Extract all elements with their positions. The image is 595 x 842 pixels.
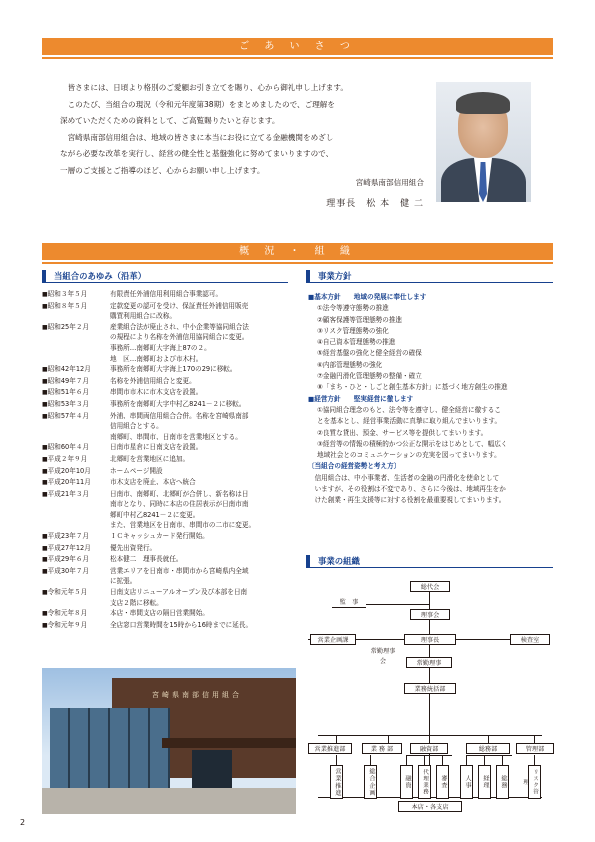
history-text: 営業エリアを日南市・串間市から宮崎県内全域 (110, 566, 249, 575)
history-date: ■ 平成30年７月 (42, 566, 110, 587)
history-date: ■ 昭和57年４月 (42, 411, 110, 443)
history-row (42, 411, 294, 443)
history-row (42, 364, 294, 376)
history-row (42, 454, 294, 466)
page-number: 2 (20, 818, 26, 827)
history-text: 支店２階に移転。 (110, 598, 163, 607)
org-dept-eigyo: 営業推進部 (308, 743, 352, 754)
org-gyomu-tokatsu: 業務統括部 (404, 683, 456, 694)
history-date: ■ 昭和８年５月 (42, 301, 110, 322)
greeting-paragraph: このたび、当組合の現況（令和元年度第38期）をまとめましたので、ご理解を (67, 99, 335, 109)
history-text: 名称を外浦信用組合と変更。 (110, 376, 196, 385)
org-sub-unit: 営業推進 (330, 765, 343, 799)
branch-building-photo (42, 668, 296, 814)
history-text: 南郷町、串間市、日南市を営業地区とする。 (110, 432, 242, 441)
history-date: ■ 昭和49年７月 (42, 376, 110, 388)
org-sub-unit: リスク管理 (528, 765, 541, 799)
greeting-org-name: 宮崎県南部信用組合 (355, 178, 424, 187)
management-policy-item: ③経営等の情報の積極的かつ公正な開示をはじめとして、幅広く (317, 439, 508, 448)
greeting-paragraph: 一層のご支援とご指導のほど、心からお願い申し上げます。 (60, 165, 265, 175)
basic-policy-item: ②顧客保護等管理態勢の推進 (317, 315, 403, 324)
management-policy-item: とを基本とし、経営事業活動に真摯に取り組んでまいります。 (317, 417, 502, 426)
management-policy-item: ②良質な貸出、預金、サービス等を提供してまいります。 (317, 428, 488, 437)
greeting-signature: 理事長 松 本 健 二 (326, 199, 424, 209)
org-dept-kanri: 管理部 (516, 743, 554, 754)
basic-policy-item: ⑧「まち・ひと・しごと創生基本方針」に基づく地方創生の推進 (317, 383, 508, 392)
history-date: ■ 昭和42年12月 (42, 364, 110, 376)
history-text: 優先出資発行。 (110, 543, 157, 552)
org-rijikai: 理事会 (410, 609, 450, 620)
history-text: ＩＣキャッシュカード発行開始。 (110, 532, 209, 541)
history-text: に拡張。 (110, 577, 137, 586)
history-row (42, 289, 294, 301)
stance-text: けた創業・再生支援等に対する役割を最重要視してまいります。 (314, 496, 506, 505)
history-row (42, 466, 294, 478)
history-text: 購買利用組合に改称。 (110, 312, 176, 321)
history-row (42, 587, 294, 608)
history-text: 外浦、串間両信用組合合併。名称を宮崎県南部 (110, 411, 249, 420)
basic-policy-item: ④自己資本管理態勢の推進 (317, 338, 396, 347)
organization-title: 事業の組織 (306, 555, 553, 568)
org-dept-gyomu: 業 務 部 (362, 743, 402, 754)
management-policy-item: 地域社会とのコミュニケーションの充実を図ってまいります。 (317, 451, 501, 460)
org-sokai: 総代会 (410, 581, 450, 592)
basic-policy-item: ⑥内部管理態勢の強化 (317, 360, 383, 369)
history-text: の規程により名称を外浦信用協同組合に変更。 (110, 333, 249, 342)
history-date: ■ 平成20年11月 (42, 477, 110, 489)
history-text: 日南支店リニューアルオープン及び本部を日南 (110, 588, 248, 597)
org-sub-unit: 総合企画 (364, 765, 377, 799)
history-text: 串間市市木に市木支店を設置。 (110, 388, 203, 397)
history-text: 日南市、南郷町、北郷町が合併し、新名称は日 (110, 489, 249, 498)
history-date: ■ 平成27年12月 (42, 543, 110, 555)
org-dept-yushi: 融資部 (410, 743, 448, 754)
history-row (42, 322, 294, 364)
basic-policy-item: ①法令等遵守態勢の推進 (317, 304, 389, 313)
history-text: 松本健二 理事長就任。 (110, 555, 183, 564)
building-sign: 宮崎県南部信用組合 (152, 691, 242, 699)
stance-text: 信用組合は、中小事業者、生活者の金融の円滑化を使命として (314, 473, 500, 482)
history-date: ■ 昭和51年６月 (42, 387, 110, 399)
history-date: ■ 令和元年８月 (42, 608, 110, 620)
history-date: ■ 令和元年５月 (42, 587, 110, 608)
greeting-paragraph: 深めていただくための資料として、ご高覧賜りたいと存じます。 (60, 116, 280, 125)
basic-policy-item: ⑤経営基盤の強化と健全経営の確保 (317, 349, 422, 358)
greeting-heading: ご あ い さ つ (42, 38, 553, 55)
greeting-paragraph: ながら必要な改革を実行し、経営の健全性と基盤強化に努めてまいりますので、 (60, 149, 334, 158)
history-text: 事務所を南郷町大字中村乙8241－２に移転。 (110, 399, 246, 408)
history-row (42, 531, 294, 543)
history-date: ■ 昭和25年２月 (42, 322, 110, 364)
history-text: 定款変更の認可を受け、保証責任外浦信用販売 (110, 301, 249, 310)
history-text: また、営業地区を日南市、串間市の二市に変更。 (110, 521, 256, 530)
overview-heading: 概 況 ・ 組 織 (42, 243, 553, 260)
basic-policy-item: ③リスク管理態勢の強化 (317, 326, 389, 335)
history-row (42, 489, 294, 531)
history-title: 当組合のあゆみ（沿革） (42, 270, 288, 283)
history-row (42, 387, 294, 399)
history-row (42, 620, 294, 632)
history-date: ■ 平成２年９月 (42, 454, 110, 466)
organization-chart (306, 575, 556, 815)
president-photo (436, 82, 531, 202)
history-text: 事務所…南郷町大字海上87の２。 (110, 343, 211, 352)
history-text: 本店・串間支店の隔日営業開始。 (110, 609, 209, 618)
history-date: ■ 平成20年10月 (42, 466, 110, 478)
basic-policy-label: ■ 基本方針 地域の発展に奉仕します (308, 292, 553, 303)
org-kanji: 監 事 (332, 597, 366, 608)
history-text: 南市となり、同時に本店の住居表示が日南市南 (110, 500, 249, 509)
history-date: ■ 昭和３年５月 (42, 289, 110, 301)
history-text: 産業組合法が廃止され、中小企業等協同組合法 (110, 322, 249, 331)
history-text: 事務所を南郷町大字海上170の29に移転。 (110, 365, 237, 374)
org-jomu-rijikai: 常勤理事会 (368, 647, 398, 671)
policy-title: 事業方針 (306, 270, 553, 283)
org-branches: 本店・各支店 (398, 801, 462, 812)
history-text: 有限責任外浦信用利用組合事業認可。 (110, 290, 223, 298)
greeting-text (60, 80, 420, 179)
history-text: 信用組合とする。 (110, 422, 163, 431)
history-row (42, 543, 294, 555)
history-text: 全店窓口営業時間を15時から16時までに延長。 (110, 620, 253, 629)
stance-text: いますが、その役割は不変であり、さらに今後は、地域再生をか (314, 485, 506, 494)
history-row (42, 442, 294, 454)
management-policy-item: ①協同組合理念のもと、法令等を遵守し、健全経営に徹するこ (317, 405, 501, 414)
org-sub-unit: 融資 (400, 765, 413, 799)
history-row (42, 376, 294, 388)
history-date: ■ 平成23年７月 (42, 531, 110, 543)
greeting-paragraph: 皆さまには、日頃より格別のご愛顧お引き立てを賜り、心から御礼申し上げます。 (67, 83, 348, 92)
org-sub-unit: 人事 (460, 765, 473, 799)
history-list (42, 289, 294, 631)
policy-body (308, 292, 553, 507)
org-kensa: 検査室 (510, 634, 550, 645)
history-date: ■ 昭和53年３月 (42, 399, 110, 411)
org-sub-unit: 総務 (496, 765, 509, 799)
history-row (42, 399, 294, 411)
history-text: 市木支店を廃止、本店へ統合 (110, 478, 196, 487)
org-dept-somu: 総務部 (466, 743, 510, 754)
history-row (42, 477, 294, 489)
history-text: ホームページ開設 (110, 466, 163, 475)
org-jomu-riji: 常勤理事 (406, 657, 452, 668)
stance-label: 〔当組合の経営姿勢と考え方〕 (308, 462, 401, 471)
org-rijicho: 理事長 (404, 634, 456, 645)
org-sub-unit: 審査 (436, 765, 449, 799)
history-row (42, 608, 294, 620)
org-kikaku: 営業企画課 (310, 634, 356, 645)
history-row (42, 566, 294, 587)
basic-policy-item: ⑦金融円滑化管理態勢の整備・確立 (317, 372, 422, 381)
history-row (42, 554, 294, 566)
greeting-paragraph: 宮崎県南部信用組合は、地域の皆さまに本当にお役に立てる金融機関をめざし (67, 132, 334, 142)
org-sub-unit: 代理業務 (418, 765, 431, 799)
history-text: 日南市星倉に日南支店を設置。 (110, 443, 203, 452)
history-date: ■ 昭和60年４月 (42, 442, 110, 454)
history-text: 地 区…南郷町および市木村。 (110, 354, 203, 363)
history-date: ■ 令和元年９月 (42, 620, 110, 632)
history-date: ■ 平成29年６月 (42, 554, 110, 566)
history-text: 北郷町を営業地区に追加。 (110, 454, 190, 463)
history-text: 郷町中村乙8241－２に変更。 (110, 510, 200, 519)
history-row (42, 301, 294, 322)
org-sub-unit: 経理 (478, 765, 491, 799)
management-policy-label: ■ 経営方針 堅実経営に徹します (308, 394, 553, 405)
history-date: ■ 平成21年３月 (42, 489, 110, 531)
